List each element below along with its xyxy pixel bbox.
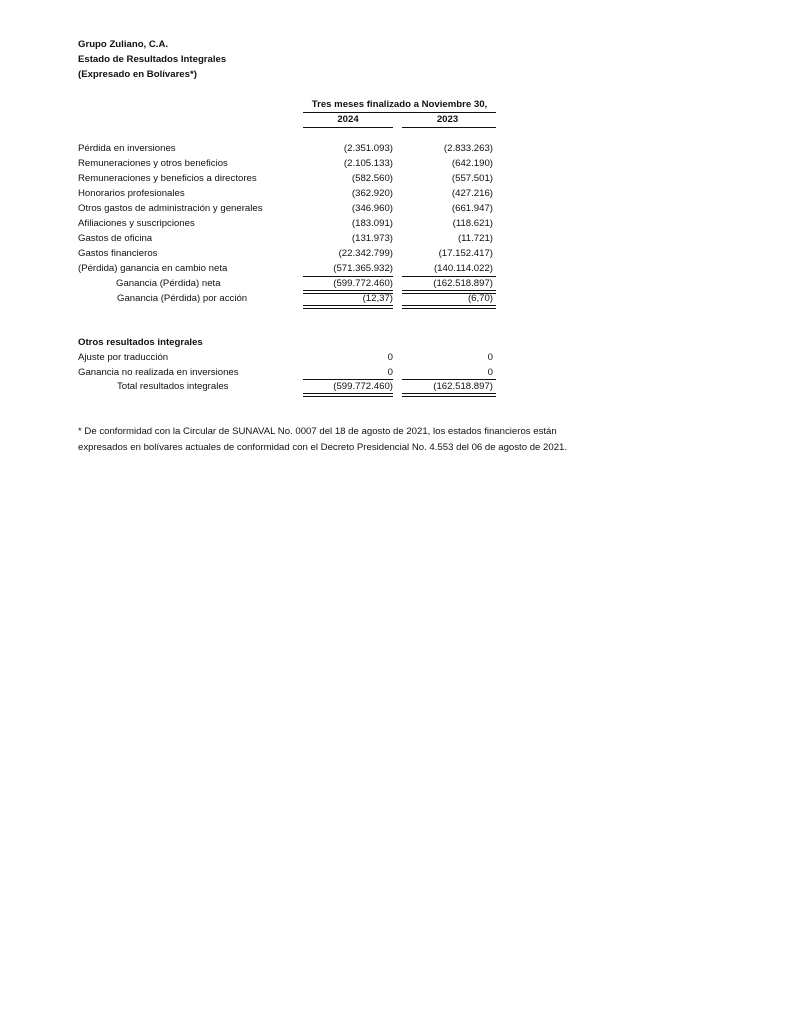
- other-row-label: Ganancia no realizada en inversiones: [78, 367, 239, 378]
- row-value-2024: (131.973): [351, 233, 393, 244]
- total-double-underline-2023: [402, 393, 496, 397]
- total-value-2023: (162.518.897): [433, 381, 493, 392]
- per-share-label: Ganancia (Pérdida) por acción: [117, 293, 248, 304]
- other-results-title: Otros resultados integrales: [78, 337, 203, 348]
- total-line-2024: [303, 379, 393, 380]
- row-value-2023: (118.621): [452, 218, 493, 229]
- row-value-2023: (2.833.263): [443, 143, 493, 154]
- row-label: Gastos financieros: [78, 248, 158, 259]
- row-value-2023: (17.152.417): [438, 248, 493, 259]
- row-value-2023: (140.114.022): [433, 263, 493, 274]
- net-label: Ganancia (Pérdida) neta: [116, 278, 221, 289]
- period-label: Tres meses finalizado a Noviembre 30,: [311, 99, 488, 110]
- other-row-value-2024: 0: [387, 367, 393, 378]
- row-value-2024: (362.920): [351, 188, 393, 199]
- total-label: Total resultados integrales: [117, 381, 229, 392]
- other-row-label: Ajuste por traducción: [78, 352, 169, 363]
- per-share-value-2023: (6,70): [467, 293, 493, 304]
- other-row-value-2024: 0: [387, 352, 393, 363]
- year-2023-underline: [402, 127, 496, 128]
- row-value-2024: (183.091): [351, 218, 393, 229]
- other-row-value-2023: 0: [487, 367, 493, 378]
- total-value-2024: (599.772.460): [333, 381, 393, 392]
- row-label: Remuneraciones y otros beneficios: [78, 158, 228, 169]
- currency-note: (Expresado en Bolívares*): [78, 69, 197, 80]
- row-value-2023: (661.947): [451, 203, 493, 214]
- row-value-2024: (22.342.799): [338, 248, 393, 259]
- row-value-2023: (557.501): [451, 173, 493, 184]
- row-value-2024: (582.560): [351, 173, 393, 184]
- per-share-double-underline-2023: [402, 305, 496, 309]
- row-value-2024: (2.351.093): [343, 143, 393, 154]
- row-value-2024: (2.105.133): [343, 158, 393, 169]
- other-row-value-2023: 0: [487, 352, 493, 363]
- total-double-underline-2024: [303, 393, 393, 397]
- company-name: Grupo Zuliano, C.A.: [78, 39, 169, 50]
- net-value-2024: (599.772.460): [333, 278, 393, 289]
- subtotal-line-2024: [303, 276, 393, 277]
- footnote-line-1: * De conformidad con la Circular de SUNAVAL No. 0007 del 18 de agosto de 2021, los estados financieros están: [78, 426, 557, 437]
- statement-title: Estado de Resultados Integrales: [78, 54, 227, 65]
- row-label: Honorarios profesionales: [78, 188, 185, 199]
- year-2024-underline: [303, 127, 393, 128]
- row-label: Pérdida en inversiones: [78, 143, 176, 154]
- row-value-2023: (427.216): [451, 188, 493, 199]
- row-label: Otros gastos de administración y generales: [78, 203, 263, 214]
- row-value-2024: (346.960): [351, 203, 393, 214]
- row-value-2023: (642.190): [451, 158, 493, 169]
- per-share-double-underline-2024: [303, 305, 393, 309]
- row-label: Gastos de oficina: [78, 233, 153, 244]
- subtotal-line-2023: [402, 276, 496, 277]
- row-label: Remuneraciones y beneficios a directores: [78, 173, 257, 184]
- year-2023-header: 2023: [436, 114, 459, 125]
- per-share-value-2024: (12,37): [362, 293, 393, 304]
- footnote-line-2: expresados en bolívares actuales de conformidad con el Decreto Presidencial No. 4.553 del 06 de agosto de 2021.: [78, 442, 568, 453]
- row-value-2024: (571.365.932): [333, 263, 393, 274]
- row-value-2023: (11.721): [457, 233, 493, 244]
- row-label: Afiliaciones y suscripciones: [78, 218, 195, 229]
- year-2024-header: 2024: [337, 114, 359, 125]
- period-underline: [303, 112, 496, 113]
- total-line-2023: [402, 379, 496, 380]
- row-label: (Pérdida) ganancia en cambio neta: [78, 263, 228, 274]
- net-value-2023: (162.518.897): [433, 278, 493, 289]
